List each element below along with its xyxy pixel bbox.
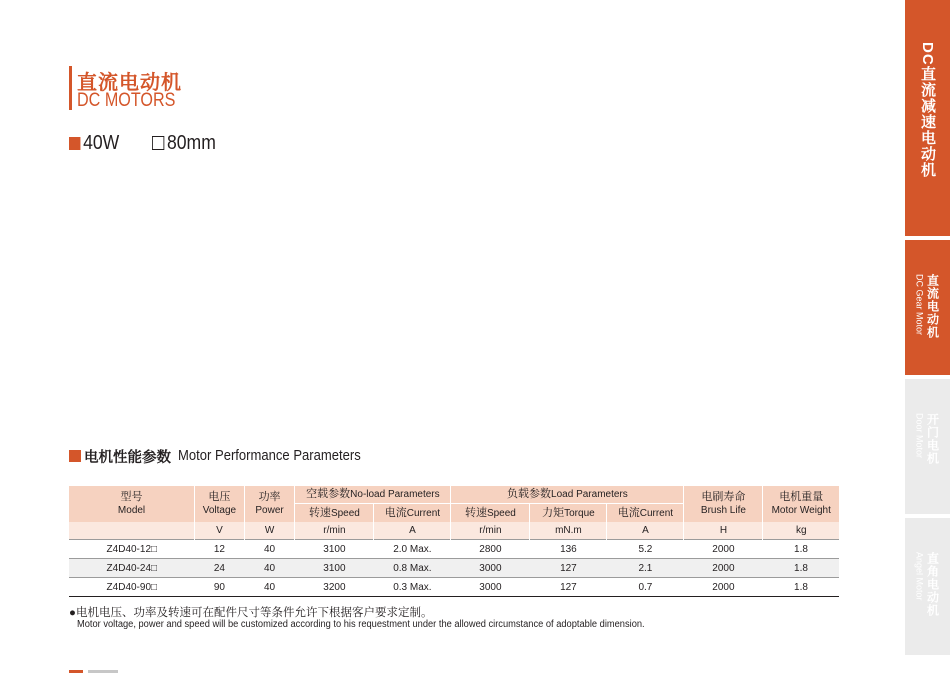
cell-load-speed: 3000 — [451, 578, 530, 597]
cell-voltage: 24 — [195, 559, 245, 578]
header-load-torque: 力矩Torque — [530, 504, 607, 523]
header-motor-weight: 电机重量 Motor Weight — [763, 486, 839, 522]
cell-noload-speed: 3100 — [295, 559, 374, 578]
header-power: 功率 Power — [244, 486, 295, 522]
cell-power: 40 — [244, 540, 295, 559]
section-heading — [69, 446, 381, 466]
filled-square-icon — [69, 137, 80, 150]
cell-model: Z4D40-24□ — [69, 559, 195, 578]
side-tab-label-en: Door Motor — [914, 413, 925, 459]
cell-load-current: 0.7 — [607, 578, 684, 597]
cell-motor-weight: 1.8 — [763, 540, 839, 559]
cell-brush-life: 2000 — [684, 559, 763, 578]
spec-size — [152, 131, 216, 155]
header-noload-speed: 转速Speed — [295, 504, 374, 523]
table-row — [69, 540, 839, 559]
header-brush-life: 电刷寿命 Brush Life — [684, 486, 763, 522]
side-tab-label-cn: 直流电动机 — [925, 274, 940, 339]
header-load-speed: 转速Speed — [451, 504, 530, 523]
cell-motor-weight: 1.8 — [763, 559, 839, 578]
unit-noload-current: A — [374, 522, 451, 540]
section-title-en: Motor Performance Parameters — [178, 448, 361, 464]
side-tab-dc-gear-motor[interactable] — [905, 0, 950, 236]
unit-load-speed: r/min — [451, 522, 530, 540]
cell-noload-current: 0.8 Max. — [374, 559, 451, 578]
cell-power: 40 — [244, 578, 295, 597]
cell-brush-life: 2000 — [684, 540, 763, 559]
cell-voltage: 90 — [195, 578, 245, 597]
header-noload-current: 电流Current — [374, 504, 451, 523]
unit-brush-life: H — [684, 522, 763, 540]
unit-model — [69, 522, 195, 540]
page-title-cn: 直流电动机 — [77, 72, 182, 94]
cell-noload-current: 2.0 Max. — [374, 540, 451, 559]
table-row — [69, 559, 839, 578]
header-noload: 空载参数No-load Parameters — [295, 486, 451, 504]
spec-size-value: 80mm — [166, 131, 216, 154]
page-title-en: DC MOTORS — [77, 90, 176, 111]
side-tab-label-en: DC Gear Motor — [914, 274, 925, 336]
empty-square-icon — [152, 136, 164, 150]
cell-load-speed: 2800 — [451, 540, 530, 559]
unit-power: W — [244, 522, 295, 540]
spec-power-value: 40W — [83, 131, 120, 154]
header-load-current: 电流Current — [607, 504, 684, 523]
cell-model: Z4D40-90□ — [69, 578, 195, 597]
cell-brush-life: 2000 — [684, 578, 763, 597]
unit-load-torque: mN.m — [530, 522, 607, 540]
cell-load-current: 5.2 — [607, 540, 684, 559]
title-accent-bar — [69, 66, 72, 110]
section-title-cn: 电机性能参数 — [84, 449, 171, 466]
unit-load-current: A — [607, 522, 684, 540]
table-row — [69, 578, 839, 597]
note-en: Motor voltage, power and speed will be customized according to his requestment under the allowed circumstance of adoptable dimension. — [77, 619, 645, 630]
note-cn: ●电机电压、功率及转速可在配件尺寸等条件允许下根据客户要求定制。 — [69, 607, 433, 619]
unit-voltage: V — [195, 522, 245, 540]
side-tab-label: DC直流减速电动机 — [919, 42, 936, 178]
filled-square-icon — [69, 450, 81, 462]
cell-noload-speed: 3100 — [295, 540, 374, 559]
cell-power: 40 — [244, 559, 295, 578]
side-tab-label-cn: 直角电动机 — [925, 552, 940, 617]
side-tab-label-cn: 开门电机 — [925, 413, 940, 465]
cell-motor-weight: 1.8 — [763, 578, 839, 597]
performance-table — [69, 486, 839, 597]
unit-motor-weight: kg — [763, 522, 839, 540]
side-tab-dc-motor[interactable] — [905, 240, 950, 375]
cell-load-torque: 127 — [530, 559, 607, 578]
cell-load-current: 2.1 — [607, 559, 684, 578]
cell-load-torque: 136 — [530, 540, 607, 559]
cell-load-torque: 127 — [530, 578, 607, 597]
cell-load-speed: 3000 — [451, 559, 530, 578]
side-tab-door-motor[interactable] — [905, 379, 950, 514]
cell-noload-speed: 3200 — [295, 578, 374, 597]
spec-power — [69, 131, 119, 155]
cell-model: Z4D40-12□ — [69, 540, 195, 559]
header-model: 型号 Model — [69, 486, 195, 522]
side-tab-label-en: Angel Motor — [914, 552, 925, 601]
cell-noload-current: 0.3 Max. — [374, 578, 451, 597]
side-tab-angle-motor[interactable] — [905, 518, 950, 655]
header-voltage: 电压 Voltage — [195, 486, 245, 522]
cell-voltage: 12 — [195, 540, 245, 559]
header-load: 负载参数Load Parameters — [451, 486, 684, 504]
unit-noload-speed: r/min — [295, 522, 374, 540]
